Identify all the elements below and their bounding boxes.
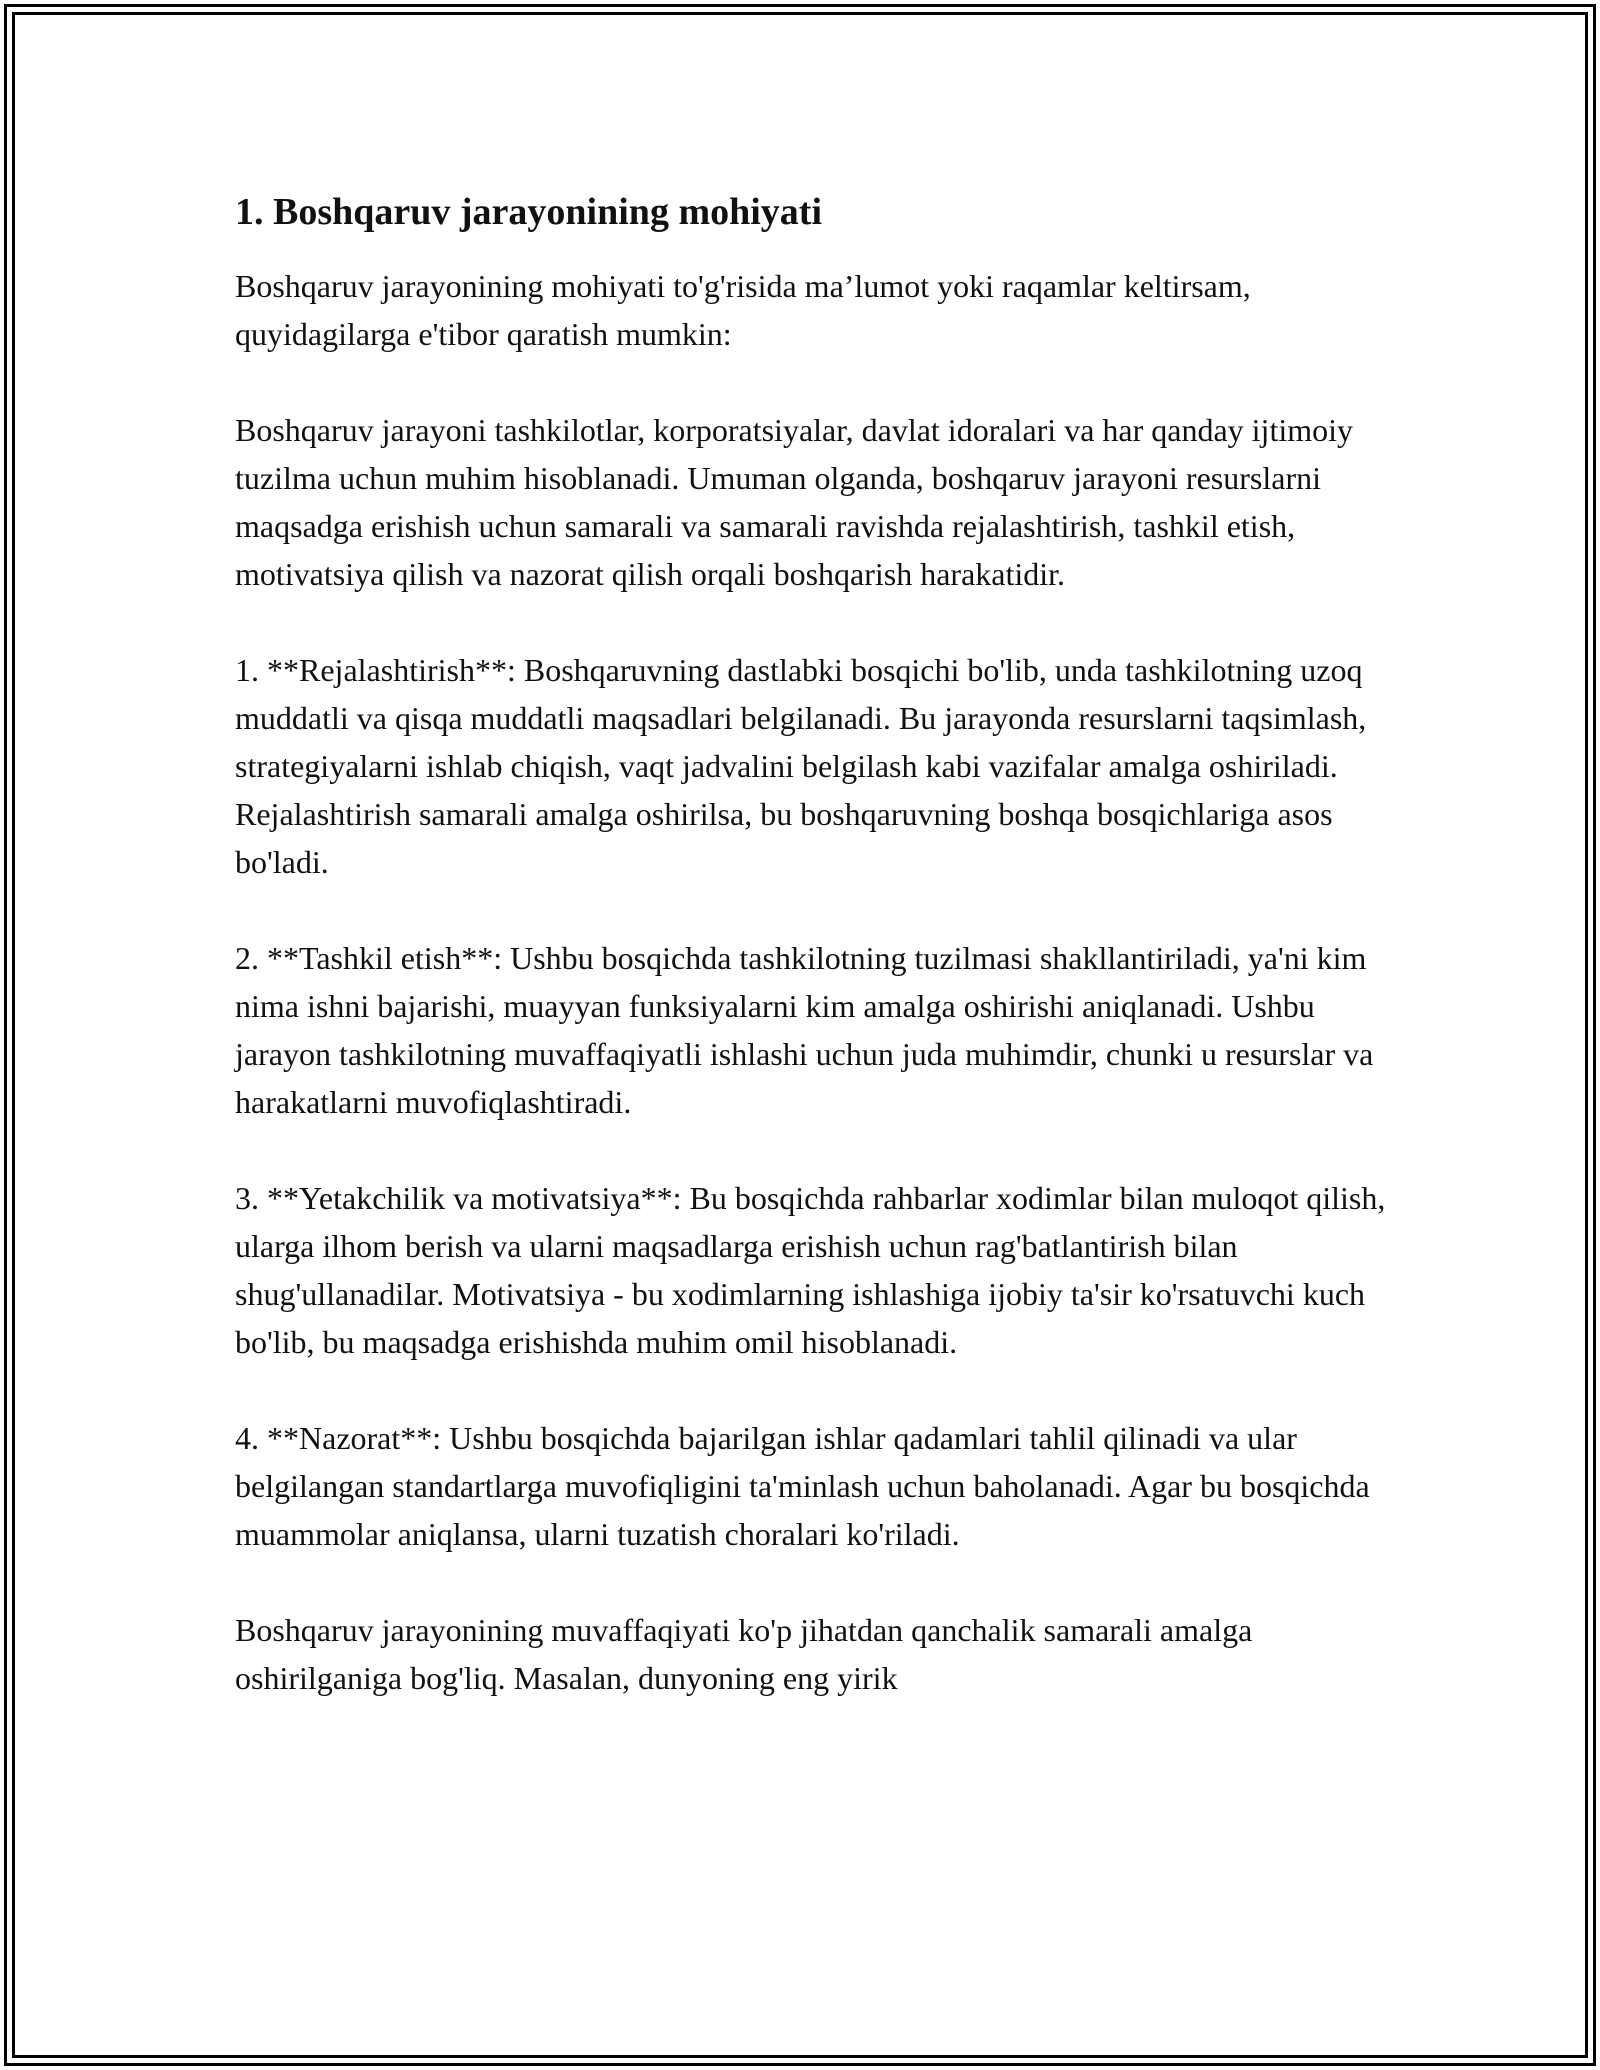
paragraph-control: 4. **Nazorat**: Ushbu bosqichda bajarilgan ishlar qadamlari tahlil qilinadi va ular belgilangan standartlarga muvofiqligini ta'minlash uchun baholanadi. Agar bu bosqichda muammolar aniqlansa, ularni tuzatish choralari ko'riladi. [235, 1420, 1370, 1552]
paragraph-organizing: 2. **Tashkil etish**: Ushbu bosqichda tashkilotning tuzilmasi shakllantiriladi, ya'ni kim nima ishni bajarishi, muayyan funksiyalarni kim amalga oshirishi aniqlanadi. Ushbu jarayon tashkilotning muvaffaqiyatli ishlashi uchun juda muhimdir, chunki u resurslar va harakatlarni muvofiqlashtiradi. [235, 940, 1374, 1120]
paragraph-leadership: 3. **Yetakchilik va motivatsiya**: Bu bosqichda rahbarlar xodimlar bilan muloqot qilish, ularga ilhom berish va ularni maqsadlarga erishish uchun rag'batlantirish bilan shug'ullanadilar. Motivatsiya - bu xodimlarning ishlashiga ijobiy ta'sir ko'rsatuvchi kuch bo'lib, bu maqsadga erishishda muhim omil hisoblanadi. [235, 1180, 1386, 1360]
document-body [235, 188, 1395, 1702]
paragraph-intro: Boshqaruv jarayonining mohiyati to'g'risida ma’lumot yoki raqamlar keltirsam, quyidagilarga e'tibor qaratish mumkin: [235, 268, 1251, 352]
paragraph-overview: Boshqaruv jarayoni tashkilotlar, korporatsiyalar, davlat idoralari va har qanday ijtimoiy tuzilma uchun muhim hisoblanadi. Umuman olganda, boshqaruv jarayoni resurslarni maqsadga erishish uchun samarali va samarali ravishda rejalashtirish, tashkil etish, motivatsiya qilish va nazorat qilish orqali boshqarish harakatidir. [235, 412, 1353, 592]
section-heading: 1. Boshqaruv jarayonining mohiyati [235, 191, 822, 233]
paragraph-conclusion: Boshqaruv jarayonining muvaffaqiyati ko'p jihatdan qanchalik samarali amalga oshirilganiga bog'liq. Masalan, dunyoning eng yirik [235, 1612, 1253, 1696]
paragraph-planning: 1. **Rejalashtirish**: Boshqaruvning dastlabki bosqichi bo'lib, unda tashkilotning uzoq muddatli va qisqa muddatli maqsadlari belgilanadi. Bu jarayonda resurslarni taqsimlash, strategiyalarni ishlab chiqish, vaqt jadvalini belgilash kabi vazifalar amalga oshiriladi. Rejalashtirish samarali amalga oshirilsa, bu boshqaruvning boshqa bosqichlariga asos bo'ladi. [235, 652, 1367, 880]
